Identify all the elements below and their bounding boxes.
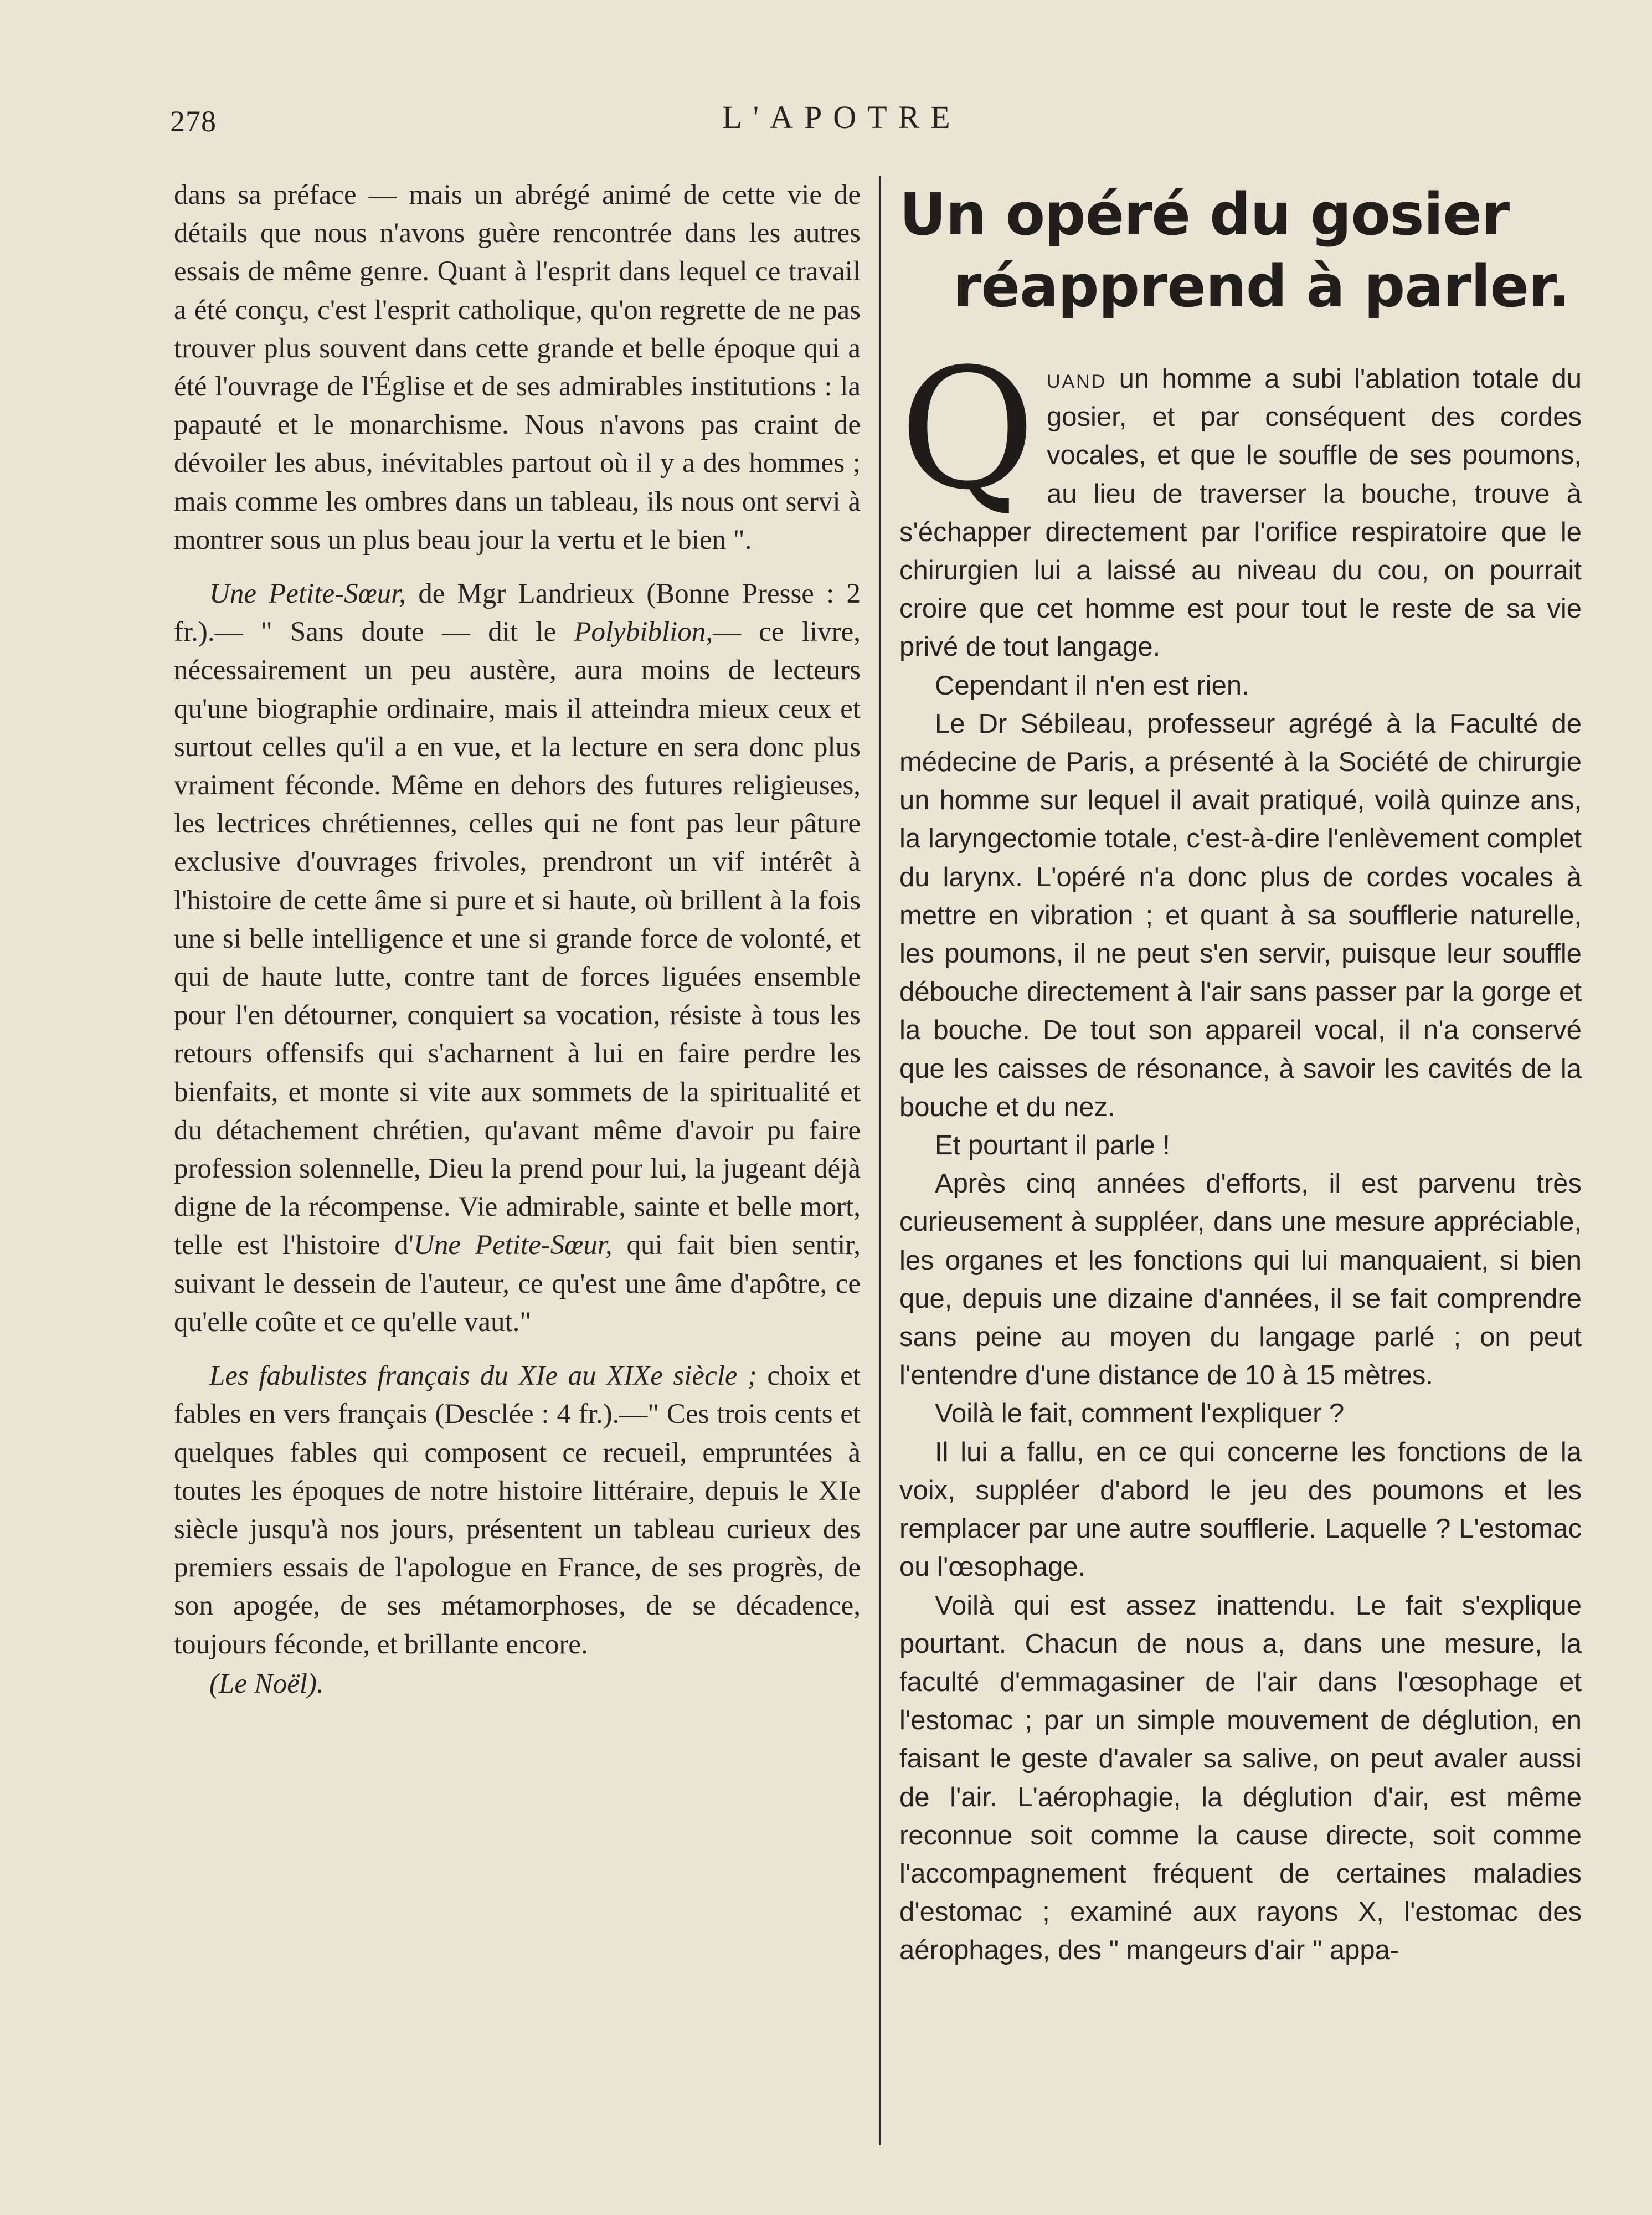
article-paragraph: Et pourtant il parle ! bbox=[935, 1130, 1170, 1161]
article-paragraph: Il lui a fallu, en ce qui concerne les fonctions de la voix, suppléer d'abord le jeu des poumons et les remplacer par une autre soufflerie. Laquelle ? L'estomac ou l'œsophage. bbox=[899, 1437, 1582, 1582]
left-column bbox=[174, 176, 861, 1703]
review-text: — ce livre, nécessairement un peu austère, aura moins de lecteurs qu'une biographie ordinaire, mais il atteindra mieux ceux et surtout celles qu'il a en vue, et la lecture en sera donc plus vraiment féconde. Même en dehors des futures religieuses, les lectrices chrétiennes, celles qui ne font pas leur pâture exclusive d'ouvrages frivoles, prendront un vif intérêt à l'histoire de cette âme si pure et si haute, où brillent à la fois une si belle intelligence et une si grande force de volonté, et qui de haute lutte, contre tant de forces liguées ensemble pour l'en détourner, conquiert sa vocation, résiste à tous les retours offensifs qui s'acharnent à lui en faire perdre les bienfaits, et monte si vite aux sommets de la spiritualité et du détachement chrétien, qu'avant même d'avoir pu faire profession solennelle, Dieu la prend pour lui, la jugeant déjà digne de la récompense. Vie admirable, sainte et belle mort, telle est l'histoire d' bbox=[174, 616, 861, 1261]
article-paragraph: Voilà le fait, comment l'expliquer ? bbox=[935, 1399, 1345, 1429]
publication-name: Polybiblion, bbox=[574, 616, 713, 648]
review-fabulistes bbox=[174, 1357, 861, 1664]
page-number: 278 bbox=[170, 105, 217, 138]
right-column bbox=[899, 178, 1582, 1970]
drop-cap: Q bbox=[899, 333, 1036, 526]
review-petite-soeur bbox=[174, 575, 861, 1342]
column-divider bbox=[879, 176, 881, 2145]
article-title bbox=[899, 178, 1582, 322]
title-line-2: réapprend à parler. bbox=[953, 253, 1569, 320]
article-lead-paragraph: Quand un homme a subi l'ablation totale du gosier, et par conséquent des cordes vocales, et que le souffle de ses poumons, au lieu de traverser la bouche, trouve à s'échapper directement par l'orifice respiratoire que le chirurgien lui a laissé au niveau du cou, on pourrait croire que cet homme est pour tout le reste de sa vie privé de tout langage. bbox=[899, 333, 1582, 662]
article-paragraph: Cependant il n'en est rien. bbox=[935, 670, 1249, 701]
article-paragraph: Après cinq années d'efforts, il est parvenu très curieusement à suppléer, dans une mesure appréciable, les organes et les fonctions qui lui manquaient, si bien que, depuis une dizaine d'années, il se fait comprendre sans peine au moyen du langage parlé ; on peut l'entendre d'une distance de 10 à 15 mètres. bbox=[899, 1169, 1582, 1391]
article-paragraph: Le Dr Sébileau, professeur agrégé à la Faculté de médecine de Paris, a présenté à la Société de chirurgie un homme sur lequel il avait pratiqué, voilà quinze ans, la laryngectomie totale, c'est-à-dire l'enlèvement complet du larynx. L'opéré n'a donc plus de cordes vocales à mettre en vibration ; et quant à sa soufflerie naturelle, les poumons, il ne peut s'en servir, puisque leur souffle débouche directement à l'air sans passer par la gorge et la bouche. De tout son appareil vocal, il n'a conservé que les caisses de résonance, à savoir les cavités de la bouche et du nez. bbox=[899, 708, 1582, 1122]
review-text: choix et fables en vers français (Desclée : 4 fr.).—" Ces trois cents et quelques fables qui composent ce recueil, empruntées à toutes les époques de notre histoire littéraire, depuis le XIe siècle jusqu'à nos jours, présentent un tableau curieux des premiers essais de l'apologue en France, de ses progrès, de son apogée, de ses métamorphoses, de se décadence, toujours féconde, et brillante encore. bbox=[174, 1360, 861, 1660]
book-title: Une Petite-Sœur, bbox=[413, 1230, 613, 1261]
running-title: L'APOTRE bbox=[722, 99, 961, 135]
article-paragraph: Voilà qui est assez inattendu. Le fait s'explique pourtant. Chacun de nous a, dans une mesure, la faculté d'emmagasiner de l'air dans l'œsophage et l'estomac ; par un simple mouvement de déglution, en faisant le geste d'avaler sa salive, on peut avaler aussi de l'air. L'aérophagie, la déglution d'air, est même reconnue soit comme la cause directe, soit comme l'accompagnement fréquent de certaines maladies d'estomac ; examiné aux rayons X, l'estomac des aérophages, des " mangeurs d'air " appa- bbox=[899, 1590, 1582, 1966]
book-title: Les fabulistes français du XIe au XIXe siècle ; bbox=[209, 1360, 757, 1392]
review-text: de Mgr Landrieux (Bonne Presse : 2 fr.).— " Sans doute — dit le bbox=[174, 578, 861, 648]
source-attribution: (Le Noël). bbox=[209, 1668, 324, 1699]
book-title: Une Petite-Sœur, bbox=[209, 578, 406, 610]
title-line-1: Un opéré du gosier bbox=[899, 181, 1510, 248]
lead-smallcaps: uand bbox=[1046, 364, 1107, 394]
paragraph-preface-quote: dans sa préface — mais un abrégé animé de cette vie de détails que nous n'avons guère rencontrée dans les autres essais de même genre. Quant à l'esprit dans lequel ce travail a été conçu, c'est l'esprit catholique, qu'on regrette de ne pas trouver plus souvent dans cette grande et belle époque qui a été l'ouvrage de l'Église et de ses admirables institutions : la papauté et le monarchisme. Nous n'avons pas craint de dévoiler les abus, inévitables partout où il y a des hommes ; mais comme les ombres dans un tableau, ils nous ont servi à montrer sous un plus beau jour la vertu et le bien ". bbox=[174, 179, 861, 556]
review-text: qui fait bien sentir, suivant le dessein de l'auteur, ce qu'est une âme d'apôtre, ce qu'elle coûte et ce qu'elle vaut." bbox=[174, 1230, 861, 1338]
